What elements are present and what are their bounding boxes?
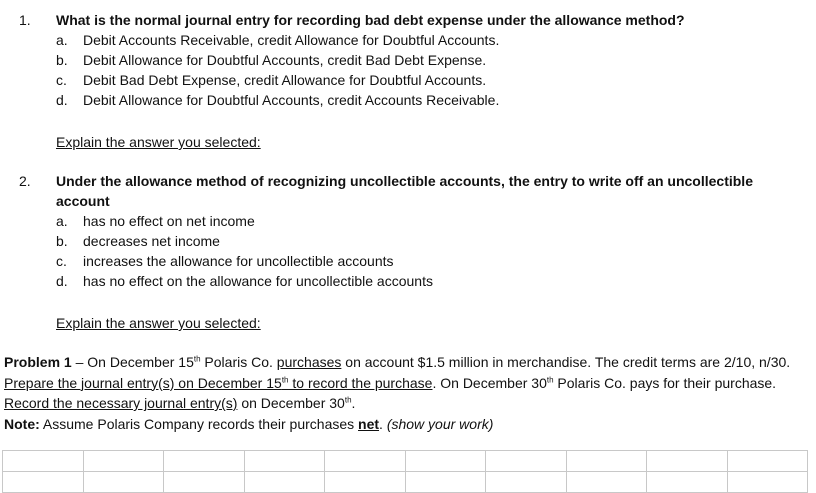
option-letter: c. — [56, 253, 67, 269]
note-text: Assume Polaris Company records their purchases — [39, 415, 359, 432]
option-letter: d. — [56, 92, 68, 108]
option-c — [56, 70, 806, 90]
problem-text: . — [351, 395, 356, 411]
option-a — [56, 211, 791, 231]
problem-text: Polaris Co. pays for their purchase. — [553, 374, 777, 391]
option-letter: b. — [56, 52, 68, 68]
table-cell[interactable] — [325, 451, 406, 472]
option-letter: d. — [56, 273, 68, 289]
question-number: 2. — [19, 173, 31, 189]
problem-text: on December 30 — [237, 395, 345, 411]
question-number: 1. — [19, 12, 31, 28]
option-letter: a. — [56, 213, 68, 229]
table-cell[interactable] — [405, 472, 486, 493]
table-cell[interactable] — [486, 451, 567, 472]
prepare-instruction — [4, 375, 432, 391]
option-list — [56, 211, 791, 291]
problem-text-underlined: Record the necessary journal entry(s) — [4, 395, 238, 411]
table-row — [3, 472, 808, 493]
problem-text: Polaris Co. — [200, 354, 277, 370]
option-a — [56, 30, 806, 50]
problem-text: on account $1.5 million in merchandise. The credit terms are 2/10, n/30. — [341, 354, 791, 370]
note-emphasis: net — [358, 415, 380, 432]
option-d — [56, 90, 806, 110]
problem-text-underlined: Prepare the journal entry(s) on December 15 — [4, 374, 282, 391]
table-cell[interactable] — [325, 472, 406, 493]
table-cell[interactable] — [3, 472, 84, 493]
option-text: increases the allowance for uncollectible accounts — [83, 253, 394, 269]
option-letter: a. — [56, 32, 68, 48]
explain-prompt-2: Explain the answer you selected: — [56, 315, 261, 331]
table-row — [3, 451, 808, 472]
table-cell[interactable] — [164, 472, 245, 493]
option-b — [56, 231, 791, 251]
table-cell[interactable] — [727, 472, 808, 493]
table-cell[interactable] — [566, 472, 647, 493]
ordinal-suffix: th — [193, 354, 201, 364]
table-cell[interactable] — [405, 451, 486, 472]
table-cell[interactable] — [83, 451, 164, 472]
note-text: . — [379, 415, 387, 432]
question-text: Under the allowance method of recognizing uncollectible accounts, the entry to write off an uncollectible account — [56, 173, 753, 209]
option-text: Debit Allowance for Doubtful Accounts, credit Accounts Receivable. — [83, 92, 500, 108]
option-c — [56, 251, 791, 271]
problem-paragraph — [4, 352, 810, 414]
option-b — [56, 50, 806, 70]
problem-1 — [4, 352, 810, 434]
table-cell[interactable] — [83, 472, 164, 493]
note-italic: (show your work) — [386, 415, 494, 432]
problem-text-underlined: purchases — [276, 354, 342, 370]
ordinal-suffix: th — [344, 395, 352, 405]
option-letter: b. — [56, 233, 68, 249]
problem-text: – On December 15 — [71, 354, 194, 370]
ordinal-suffix: th — [281, 374, 289, 384]
table-cell[interactable] — [486, 472, 567, 493]
journal-entry-table — [2, 450, 808, 493]
question-text: What is the normal journal entry for recording bad debt expense under the allowance method? — [56, 12, 685, 28]
option-text: Debit Accounts Receivable, credit Allowance for Doubtful Accounts. — [83, 32, 500, 48]
table-cell[interactable] — [244, 472, 325, 493]
table-cell[interactable] — [566, 451, 647, 472]
table-cell[interactable] — [3, 451, 84, 472]
problem-text: . On December 30 — [432, 374, 547, 391]
option-list — [56, 30, 806, 110]
option-text: has no effect on net income — [83, 213, 255, 229]
option-text: decreases net income — [83, 233, 220, 249]
table-cell[interactable] — [647, 451, 728, 472]
table-cell[interactable] — [244, 451, 325, 472]
option-text: Debit Allowance for Doubtful Accounts, credit Bad Debt Expense. — [83, 52, 487, 68]
note-label: Note: — [4, 415, 40, 432]
table-cell[interactable] — [727, 451, 808, 472]
ordinal-suffix: th — [546, 374, 554, 384]
problem-note — [4, 414, 810, 435]
explain-prompt-1: Explain the answer you selected: — [56, 134, 261, 150]
problem-label: Problem 1 — [4, 354, 72, 370]
option-text: has no effect on the allowance for uncollectible accounts — [83, 273, 433, 289]
table-cell[interactable] — [164, 451, 245, 472]
option-letter: c. — [56, 72, 67, 88]
problem-text-underlined: to record the purchase — [288, 374, 433, 391]
option-d — [56, 271, 791, 291]
option-text: Debit Bad Debt Expense, credit Allowance for Doubtful Accounts. — [83, 72, 487, 88]
table-cell[interactable] — [647, 472, 728, 493]
